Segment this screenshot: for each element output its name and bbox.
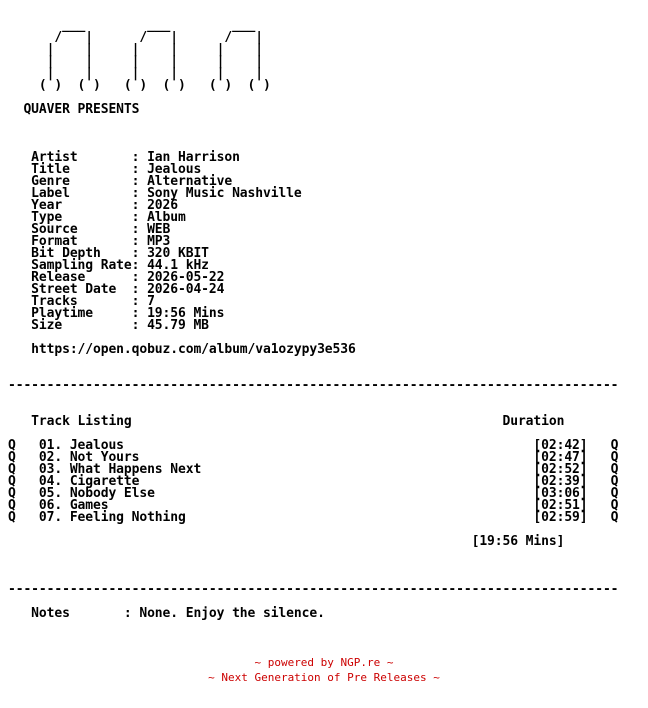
track-row: Q 06. Games [02:51] Q: [8, 498, 619, 513]
logo-line: | | | | | |: [8, 42, 263, 57]
info-row: Size : 45.79 MB: [8, 318, 209, 333]
info-row: Street Date : 2026-04-24: [8, 282, 225, 297]
track-row: Q 01. Jealous [02:42] Q: [8, 438, 619, 453]
info-row: Release : 2026-05-22: [8, 270, 225, 285]
info-row: Label : Sony Music Nashville: [8, 186, 302, 201]
track-row: Q 03. What Happens Next [02:52] Q: [8, 462, 619, 477]
nfo-line: [8, 548, 618, 560]
nfo-text-block: [8, 8, 618, 620]
logo-line: / | / | / |: [8, 30, 263, 45]
info-row: Format : MP3: [8, 234, 171, 249]
info-row: Year : 2026: [8, 198, 178, 213]
info-row: Type : Album: [8, 210, 186, 225]
total-duration: [19:56 Mins]: [8, 534, 565, 549]
nfo-line: [8, 356, 618, 368]
tracklist-header: Track Listing Duration: [8, 414, 565, 429]
logo-line: | | | | | |: [8, 54, 263, 69]
info-row: Artist : Ian Harrison: [8, 150, 240, 165]
notes-row: Notes : None. Enjoy the silence.: [8, 606, 325, 621]
logo-line: ___ ___ ___: [8, 18, 256, 33]
info-row: Source : WEB: [8, 222, 171, 237]
logo-line: ( ) ( ) ( ) ( ) ( ) ( ): [8, 78, 271, 93]
info-row: Bit Depth : 320 KBIT: [8, 246, 209, 261]
nfo-line: [8, 128, 618, 140]
info-row: Sampling Rate: 44.1 kHz: [8, 258, 209, 273]
info-row: Title : Jealous: [8, 162, 202, 177]
nfo-line: [8, 116, 618, 128]
info-row: Tracks : 7: [8, 294, 155, 309]
footer-tagline: ~ Next Generation of Pre Releases ~: [208, 671, 440, 684]
info-row: Playtime : 19:56 Mins: [8, 306, 225, 321]
divider: -------------------------------------------------------------------------------: [8, 582, 619, 597]
presents-line: QUAVER PRESENTS: [8, 102, 140, 117]
footer-powered-by: ~ powered by NGP.re ~: [254, 656, 394, 669]
track-row: Q 05. Nobody Else [03:06] Q: [8, 486, 619, 501]
track-row: Q 07. Feeling Nothing [02:59] Q: [8, 510, 619, 525]
divider: -------------------------------------------------------------------------------: [8, 378, 619, 393]
nfo-line: [8, 392, 618, 404]
info-row: Genre : Alternative: [8, 174, 233, 189]
track-row: Q 02. Not Yours [02:47] Q: [8, 450, 619, 465]
logo-line: | | | | | |: [8, 66, 263, 81]
album-url: https://open.qobuz.com/album/va1ozypy3e536: [8, 342, 356, 357]
nfo-line: [8, 560, 618, 572]
track-row: Q 04. Cigarette [02:39] Q: [8, 474, 619, 489]
